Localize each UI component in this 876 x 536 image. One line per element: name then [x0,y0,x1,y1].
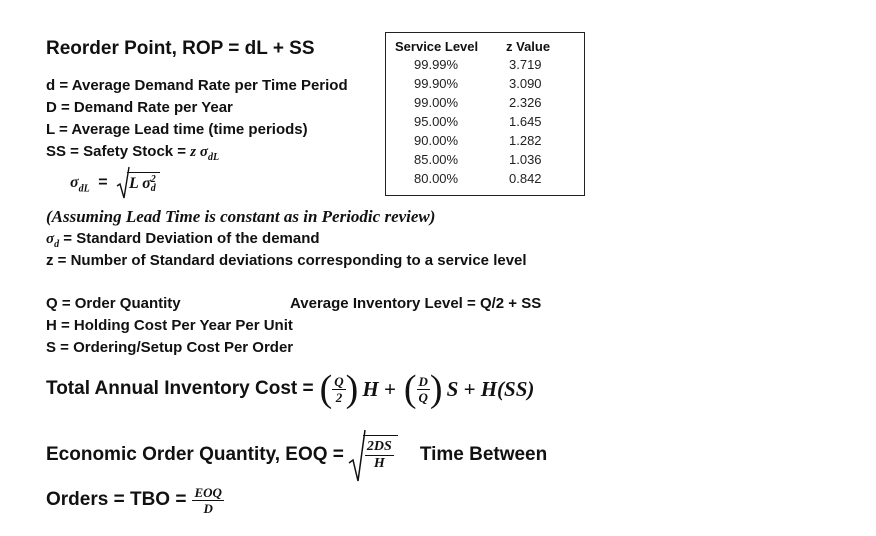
total-cost-term-2: S + H(SS) [446,376,535,401]
tbo-formula [46,478,224,522]
average-inventory-level: Average Inventory Level = Q/2 + SS [290,295,542,312]
z-value-cell: 3.090 [509,76,542,91]
fraction-2-denominator: Q [418,389,428,405]
eoq-numerator: 2DS [366,439,392,454]
service-level-cell: 90.00% [414,133,459,148]
z-value-cell: 1.282 [509,133,542,148]
total-cost-label: Total Annual Inventory Cost = [46,378,314,399]
sigma-lhs: σ [70,174,79,192]
eoq-formula [46,427,547,483]
fraction-1-denominator: 2 [335,389,343,405]
H-definition: H = Holding Cost Per Year Per Unit [46,317,293,334]
service-level-cell: 99.99% [414,57,459,72]
service-level-cell: 99.90% [414,76,459,91]
eoq-denominator: H [373,456,385,471]
assumption-note: (Assuming Lead Time is constant as in Periodic review) [46,207,436,226]
ss-formula: z σ [190,144,208,160]
sigma-dl-formula [70,166,160,200]
z-value-cell: 2.326 [509,95,542,110]
ss-definition [46,143,219,163]
open-paren-icon: ( [319,368,333,410]
z-value-cell: 1.036 [509,152,542,167]
open-paren-icon: ( [403,368,417,410]
tbo-denominator: D [203,500,213,516]
close-paren-icon: ) [429,368,443,410]
S-definition: S = Ordering/Setup Cost Per Order [46,339,294,356]
total-cost-formula [46,364,534,414]
sigma-rhs: L σ [128,175,151,193]
ss-prefix: SS = Safety Stock = [46,143,191,160]
service-level-cell: 99.00% [414,95,459,110]
service-level-table [385,32,585,196]
fraction-1-numerator: Q [334,373,344,389]
header-z-value: z Value [506,39,551,54]
service-level-cell: 85.00% [414,152,459,167]
sd-symbol-sub: d [54,239,60,250]
sigma-lhs-sub: dL [78,183,90,195]
eoq-label: Economic Order Quantity, EOQ = [46,444,344,465]
sd-definition [46,230,320,250]
sigma-equals: = [98,174,108,192]
sd-text: = Standard Deviation of the demand [59,230,320,247]
L-definition: L = Average Lead time (time periods) [46,121,308,138]
sigma-rhs-sub: d [150,183,156,195]
total-cost-term-1: H + [362,376,396,401]
sigma-rhs-sup: 2 [150,174,156,186]
sd-symbol: σ [46,231,55,247]
service-level-cell: 80.00% [414,171,459,186]
header-service-level: Service Level [395,39,479,54]
tbo-label-part-1: Time Between [419,444,548,465]
z-definition: z = Number of Standard deviations corresponding to a service level [46,252,527,269]
ss-formula-sub: dL [207,152,220,163]
d-definition: d = Average Demand Rate per Time Period [46,77,348,94]
Q-definition: Q = Order Quantity [46,295,181,312]
close-paren-icon: ) [345,368,359,410]
z-value-cell: 0.842 [509,171,542,186]
D-definition: D = Demand Rate per Year [46,99,233,116]
tbo-numerator: EOQ [194,484,222,500]
service-level-cell: 95.00% [414,114,459,129]
tbo-label-part-2: Orders = TBO = [46,489,187,510]
fraction-2-numerator: D [418,373,428,389]
rop-title: Reorder Point, ROP = dL + SS [46,38,315,59]
z-value-cell: 3.719 [509,57,542,72]
z-value-cell: 1.645 [509,114,542,129]
